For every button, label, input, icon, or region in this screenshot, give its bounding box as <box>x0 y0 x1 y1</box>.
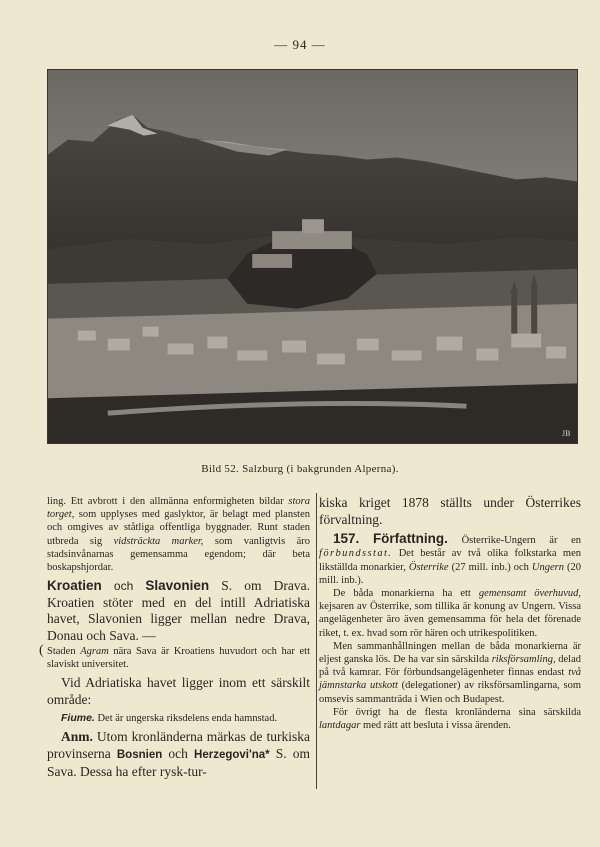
paragraph-anm <box>47 729 310 780</box>
text: som vanligtvis äro stadsinvånarnas gemensamma egendom; där beta boskapshjordar. <box>47 535 311 574</box>
text: S. om Drava. Kroatien stöter med en del intill Adriatiska havet, Slavonien ligger mellan nedre Drava, Donau och Sava. — <box>47 578 311 643</box>
term-herzegovina: Herzegovi'na* <box>194 748 270 761</box>
text: och <box>113 579 134 594</box>
paragraph-monarchies <box>319 587 581 640</box>
emphasis: Ungern <box>531 561 564 573</box>
paragraph-adriatic: Vid Adriatiska havet ligger inom ett särskilt område: <box>47 675 310 707</box>
emphasis: gemensamt överhuvud, <box>478 588 581 599</box>
paragraph-continuation: kiska kriget 1878 ställts under Österrikes förvaltning. <box>319 495 581 527</box>
section-157-forfattning <box>319 532 581 587</box>
text: nära Sava är Kroatiens huvudort och har ett slaviskt universitet. <box>47 645 311 670</box>
bracket-mark: ( <box>39 642 44 658</box>
photo-watermark: JB <box>562 429 571 439</box>
text: ling. Ett avbrott i den allmänna enformigheten bildar <box>47 496 284 507</box>
text: med rätt att besluta i vissa ärenden. <box>363 720 511 732</box>
text: Men sammanhållningen mellan de båda monarkierna är eljest ganska lös. De ha var sin särskilda <box>319 640 581 666</box>
text: (27 mill. inb.) och <box>451 561 529 573</box>
paragraph-fiume <box>47 712 310 725</box>
heading-forfattning: Författning. <box>372 531 448 547</box>
term-bosnien: Bosnien <box>116 748 163 761</box>
section-number: 157. <box>333 531 360 547</box>
heading-slavonien: Slavonien <box>145 578 210 594</box>
emphasis: vidsträckta marker, <box>113 535 204 547</box>
text: delad på två kamrar. För förbundsangelägenheter finnas endast <box>319 654 581 679</box>
emphasis: stora torget, <box>47 496 311 521</box>
paragraph-lantdagar <box>319 706 581 732</box>
heading-fiume: Fiume. <box>61 712 95 725</box>
page-number: — 94 — <box>274 37 326 52</box>
column-divider <box>316 493 317 789</box>
emphasis: Österrike <box>408 561 449 573</box>
text: Staden <box>47 645 76 657</box>
text: och <box>168 745 188 761</box>
paragraph-cohesion <box>319 640 581 706</box>
figure-caption: Bild 52. Salzburg (i bakgrunden Alperna). <box>201 463 399 475</box>
right-column <box>319 495 581 732</box>
salzburg-photograph <box>47 69 578 444</box>
text: Österrike-Ungern är en <box>461 535 582 547</box>
text: (delegationer) av riksförsamlingarna, som omsevis sammanträda i Wien och Budapest. <box>319 680 581 705</box>
text: För övrigt ha de flesta kronländerna sina särskilda <box>333 706 581 718</box>
heading-kroatien: Kroatien <box>47 578 102 594</box>
emphasis: två jämnstarka utskott <box>319 667 582 692</box>
text: som upplyses med gaslyktor, är belagt med plansten och omgives av ståtliga offentliga byggnader. Runt staden utbreda sig <box>47 509 311 547</box>
emphasis: riksförsamling, <box>491 654 556 666</box>
text: (20 mill. inb.). <box>319 561 581 586</box>
emphasis-spaced: förbundsstat. <box>319 548 393 560</box>
text: De båda monarkierna ha ett <box>333 588 471 599</box>
note-agram <box>39 642 311 671</box>
text: Utom kronländerna märkas de turkiska provinserna <box>47 729 310 761</box>
left-column <box>39 495 311 780</box>
text: S. om Sava. Dessa ha efter rysk-tur- <box>47 745 311 779</box>
text: Det består av två olika folkstarka men likställda monarkier, <box>319 548 581 573</box>
text: kejsaren av Österrike, som tillika är konung av Ungern. Vissa angelägenheter äro även gemensamma för hela det förenade riket, t. ex. hvad som rör hären och utrikespolitiken. <box>319 601 581 639</box>
salzburg-landscape-illustration <box>48 70 577 443</box>
emphasis: lantdagar <box>319 720 361 732</box>
section-kroatien-slavonien <box>47 578 310 644</box>
heading-anm: Anm. <box>61 729 93 745</box>
emphasis: Agram <box>80 645 109 657</box>
paragraph-town-description <box>47 495 310 574</box>
text: Det är ungerska riksdelens enda hamnstad. <box>97 713 278 725</box>
